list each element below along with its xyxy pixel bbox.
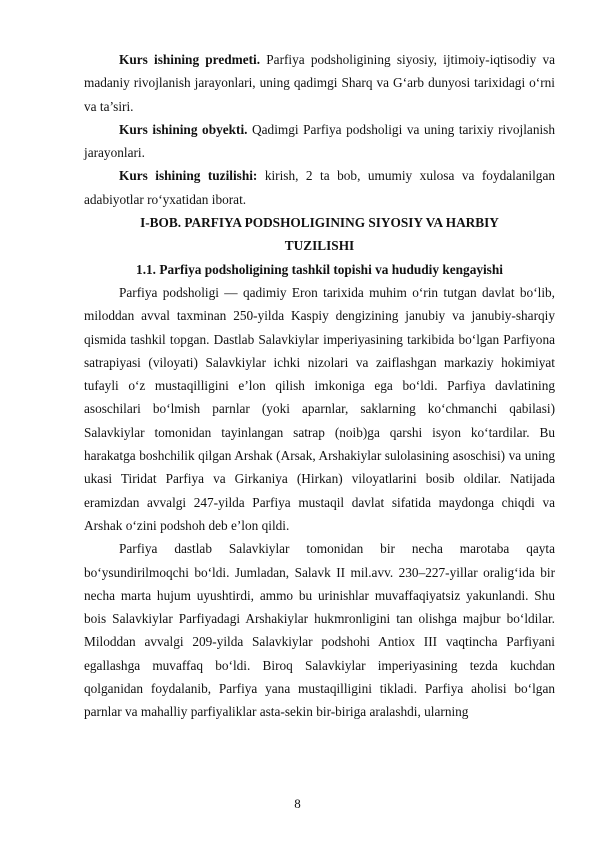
predmet-label: Kurs ishining predmeti. [119,52,261,67]
obyekt-paragraph [84,118,555,165]
obyekt-label: Kurs ishining obyekti. [119,121,248,137]
section-title: 1.1. Parfiya podsholigining tashkil topishi va hududiy kengayishi [136,261,503,277]
body-paragraph-1: Parfiya podsholigi — qadimiy Eron tarixida muhim o‘rin tutgan davlat bo‘lib, miloddan avval taxminan 250-yilda Kaspiy dengizining janubiy va janubiy-sharqiy qismida tashkil topgan. Dastlab Salavkiylar imperiyasining tarkibida bo‘lgan Parfiyona satrapiyasi (viloyati) Salavkiylar ichki nizolari va zaiflashgan markaziy hokimiyat tufayli o‘z mustaqilligini e’lon qilish imkoniga ega bo‘ldi. Parfiya davlatining asoschilari bo‘lmish parnlar (yoki aparnlar, saklarning ko‘chmanchi qabilasi) Salavkiylar tomonidan tayinlangan satrap (noib)ga qarshi isyon ko‘tardilar. Bu harakatga boshchilik qilgan Arshak (Arsak, Arshakiylar sulolasining asoschisi) va uning ukasi Tiridat Parfiya va Girkaniya (Hirkan) viloyatlarini bosib oldilar. Natijada eramizdan avvalgi 247-yilda Parfiya mustaqil davlat sifatida maydonga chiqdi va Arshak o‘zini podshoh deb e’lon qildi. [84,284,555,533]
tuzilish-text: kirish, 2 ta bob, umumiy xulosa va foydalanilgan adabiyotlar ro‘yxatidan iborat. [84,168,555,207]
obyekt-text: Qadimgi Parfiya podsholigi va uning tarixiy rivojlanish jarayonlari. [84,121,555,161]
page-number: 8 [294,796,301,811]
predmet-text: Parfiya podsholigining siyosiy, ijtimoiy-iqtisodiy va madaniy rivojlanish jarayonlari, uning qadimgi Sharq va G‘arb dunyosi tarixidagi o‘rni va ta’siri. [84,52,555,114]
document-page [84,48,555,724]
body-paragraph-2: Parfiya dastlab Salavkiylar tomonidan bir necha marotaba qayta bo‘ysundirilmoqchi bo‘ldi. Jumladan, Salavk II mil.avv. 230–227-yillar oralig‘ida bir necha marta hujum uyushtirdi, ammo bu urinishlar muvaffaqiyatsiz yakunlandi. Shu bois Salavkiylar Parfiyadagi Arshakiylar hukmronligini tan olishga majbur bo‘ldilar. Miloddan avvalgi 209-yilda Salavkiylar podshohi Antiox III vaqtincha Parfiyani egallashga muvaffaq bo‘ldi. Biroq Salavkiylar imperiyasining tezda kuchdan qolganidan foydalanib, Parfiya yana mustaqilligini tikladi. Parfiya aholisi bo‘lgan parnlar va mahalliy parfiyaliklar asta-sekin bir-biriga aralashdi, ularning [84,541,555,720]
tuzilish-label: Kurs ishining tuzilishi: [119,168,258,184]
chapter-title-line1: I-BOB. PARFIYA PODSHOLIGINING SIYOSIY VA HARBIY [140,215,499,231]
tuzilish-paragraph [84,164,555,211]
chapter-title-line2: TUZILISHI [284,238,355,254]
predmet-paragraph [84,48,555,118]
